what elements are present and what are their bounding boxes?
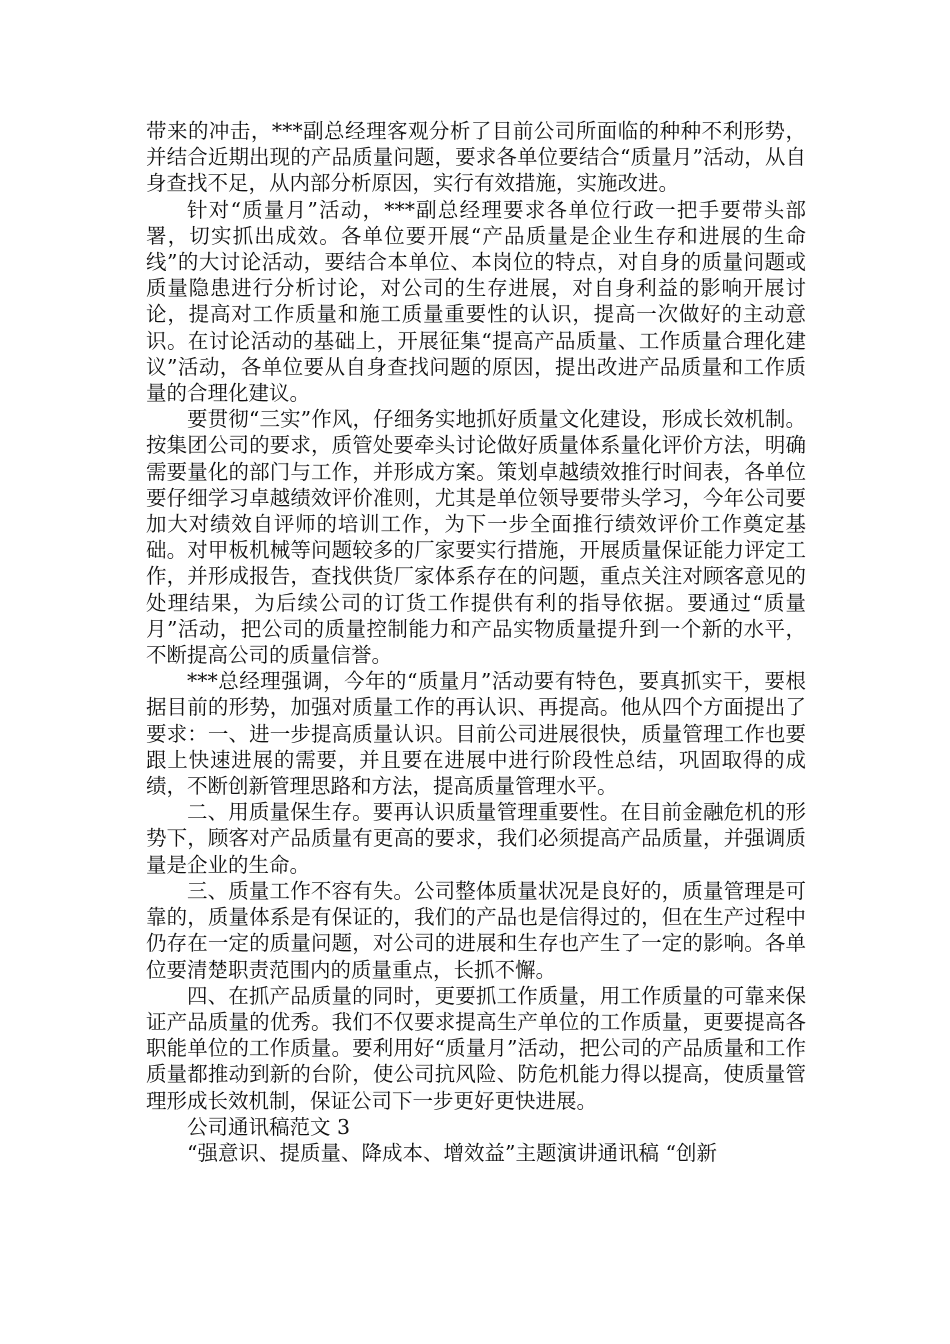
paragraph: 四、在抓产品质量的同时，更要抓工作质量，用工作质量的可靠来保证产品质量的优秀。我们不仅要求提高生产单位的工作质量，更要提高各职能单位的工作质量。要利用好“质量月”活动，把公司的产品质量和工作质量都推动到新的台阶，使公司抗风险、防危机能力得以提高，使质量管理形成长效机制，保证公司下一步更好更快进展。 [146, 983, 806, 1113]
document-page [146, 118, 806, 1166]
paragraph: 要贯彻“三实”作风，仔细务实地抓好质量文化建设，形成长效机制。按集团公司的要求，质管处要牵头讨论做好质量体系量化评价方法，明确需要量化的部门与工作，并形成方案。策划卓越绩效推行时间表，各单位要仔细学习卓越绩效评价准则，尤其是单位领导要带头学习，今年公司要加大对绩效自评师的培训工作，为下一步全面推行绩效评价工作奠定基础。对甲板机械等问题较多的厂家要实行措施，开展质量保证能力评定工作，并形成报告，查找供货厂家体系存在的问题，重点关注对顾客意见的处理结果，为后续公司的订货工作提供有利的指导依据。要通过“质量月”活动，把公司的质量控制能力和产品实物质量提升到一个新的水平，不断提高公司的质量信誉。 [146, 407, 806, 668]
paragraph: 二、用质量保生存。要再认识质量管理重要性。在目前金融危机的形势下，顾客对产品质量有更高的要求，我们必须提高产品质量，并强调质量是企业的生命。 [146, 800, 806, 877]
paragraph: 针对“质量月”活动，***副总经理要求各单位行政一把手要带头部署，切实抓出成效。各单位要开展“产品质量是企业生存和进展的生命线”的大讨论活动，要结合本单位、本岗位的特点，对自身的质量问题或质量隐患进行分析讨论，对公司的生存进展，对自身利益的影响开展讨论，提高对工作质量和施工质量重要性的认识，提高一次做好的主动意识。在讨论活动的基础上，开展征集“提高产品质量、工作质量合理化建议”活动，各单位要从自身查找问题的原因，提出改进产品质量和工作质量的合理化建议。 [146, 197, 806, 406]
section-heading: 公司通讯稿范文 3 [187, 1114, 351, 1139]
paragraph: 带来的冲击，***副总经理客观分析了目前公司所面临的种种不利形势，并结合近期出现的产品质量问题，要求各单位要结合“质量月”活动，从自身查找不足，从内部分析原因，实行有效措施，实施改进。 [146, 119, 806, 196]
paragraph: 三、质量工作不容有失。公司整体质量状况是良好的，质量管理是可靠的，质量体系是有保证的，我们的产品也是信得过的，但在生产过程中仍存在一定的质量问题，对公司的进展和生存也产生了一定的影响。各单位要清楚职责范围内的质量重点，长抓不懈。 [146, 878, 806, 982]
paragraph: ***总经理强调，今年的“质量月”活动要有特色，要真抓实干，要根据目前的形势，加强对质量工作的再认识、再提高。他从四个方面提出了要求：一、进一步提高质量认识。目前公司进展很快，质量管理工作也要跟上快速进展的需要，并且要在进展中进行阶段性总结，巩固取得的成绩，不断创新管理思路和方法，提高质量管理水平。 [146, 669, 806, 799]
paragraph: “强意识、提质量、降成本、增效益”主题演讲通讯稿 “创新 [187, 1140, 717, 1165]
